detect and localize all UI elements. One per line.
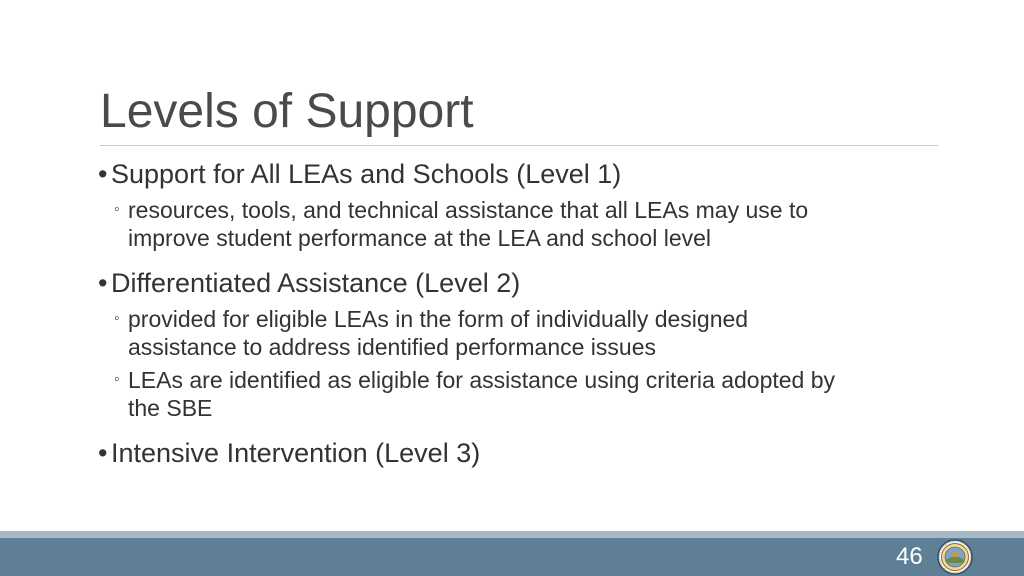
slide-title: Levels of Support — [100, 85, 474, 138]
sub-bullet-marker: ◦ — [114, 201, 120, 218]
sub-bullet — [114, 305, 934, 361]
sub-bullet — [114, 196, 934, 252]
bullet-level-2 — [98, 267, 520, 299]
sub-bullet-line: assistance to address identified performance issues — [128, 334, 657, 360]
sub-bullet-marker: ◦ — [114, 371, 120, 388]
sub-bullet — [114, 366, 934, 422]
page-number: 46 — [896, 543, 923, 570]
bullet-marker: • — [98, 268, 108, 298]
bullet-text: Support for All LEAs and Schools (Level 1) — [111, 159, 622, 189]
sub-bullet-line: improve student performance at the LEA and school level — [128, 225, 712, 251]
sub-bullet-line: the SBE — [128, 395, 213, 421]
footer-stripe — [0, 531, 1024, 538]
bullet-marker: • — [98, 159, 108, 189]
bullet-text: Differentiated Assistance (Level 2) — [111, 268, 521, 298]
bullet-marker: • — [98, 438, 108, 468]
state-seal-icon — [937, 539, 973, 575]
bullet-level-1 — [98, 158, 621, 190]
bullet-text: Intensive Intervention (Level 3) — [111, 438, 481, 468]
sub-bullet-line: resources, tools, and technical assistance that all LEAs may use to — [128, 197, 809, 223]
sub-bullet-line: LEAs are identified as eligible for assistance using criteria adopted by — [128, 367, 836, 393]
footer-band — [0, 538, 1024, 576]
title-divider — [100, 145, 938, 146]
sub-bullet-line: provided for eligible LEAs in the form of individually designed — [128, 306, 749, 332]
sub-bullet-marker: ◦ — [114, 310, 120, 327]
bullet-level-3 — [98, 437, 480, 469]
